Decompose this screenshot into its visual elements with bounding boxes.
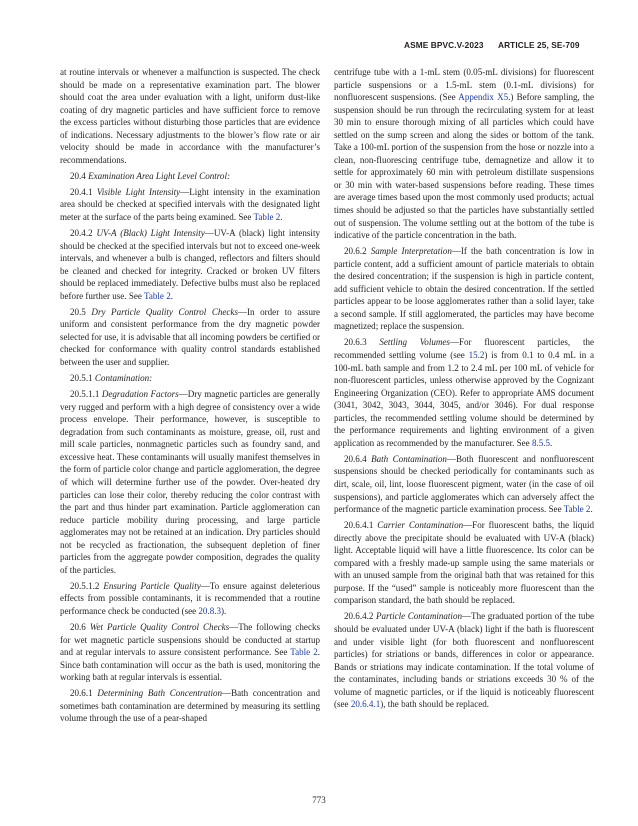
section-heading-text: Particle Contamination [375, 611, 462, 622]
body-text: 20.4 [70, 170, 89, 181]
paragraph [60, 372, 320, 385]
body-text: —The graduated portion of the tube should be evaluated under UV-A (black) light if the bath is fluorescent and under visible light (for both fluorescent and nonfluorescent particles) for striations or bands, differences in color or appearance. Bands or striations may indicate contamination. If the total volume of the contaminates, including bands or striations exceeds 30 % of the volume of magnetic particles, or if the liquid is noticeably fluorescent (see [334, 611, 594, 710]
body-text: 20.6.3 [344, 337, 380, 348]
body-text: . Since bath contamination will occur as the bath is used, monitoring the working bath at regular intervals is essential. [60, 647, 320, 683]
body-text: 20.6.4 [344, 453, 372, 464]
body-text: . [590, 504, 593, 515]
paragraph [60, 388, 320, 576]
body-text: .) Before sampling, the suspension should be run through the recirculating system for at least 30 min to ensure thorough mixing of all particles which could have settled on the sump screen and along the sides or bottom of the tank. Take a 100-mL portion of the suspension from the hose or nozzle into a clean, non-fluorescing centrifuge tube, demagnetize and allow it to settle for approximately 60 min with petroleum distillate suspensions or 30 min with water-based suspensions before reading. These times are average times based upon the most commonly used products; actual times should be adjusted so that the particles have substantially settled out of suspension. The volume settling out at the bottom of the tube is indicative of the particle concentration in the bath. [334, 92, 594, 241]
section-heading-text: Bath Contamination [371, 453, 447, 464]
section-heading-text: Ensuring Particle Quality [103, 580, 201, 591]
paragraph [334, 336, 594, 449]
paragraph [334, 453, 594, 516]
body-text: —The following checks for wet magnetic particle suspensions should be conducted at startup and at regular intervals to assure consistent performance. See [60, 621, 321, 658]
body-text: —UV-A (black) light intensity should be checked at the specified intervals but not to exceed one-week intervals, and whenever a bulb is changed, reflectors and filters should be cleaned and checked for integrity. Cracked or broken UV filters should be replaced immediately. Defective bulbs must also be replaced before further use. See [60, 228, 320, 301]
cross-reference-link[interactable]: Appendix X5 [458, 92, 509, 103]
body-text: —Light intensity in the examination area should be checked at specified intervals with the designated light meter at the surface of the parts being examined. See [60, 186, 320, 223]
body-text: —To ensure against deleterious effects from possible contaminants, it is recommended that a routine performance check be conducted (see [60, 580, 320, 616]
body-text: ) is from 0.1 to 0.4 mL in a 100-mL bath sample and from 1.2 to 2.4 mL per 100 mL of vehicle for non-fluorescent particles, unless otherwise approved by the Cognizant Engineering Organization (CEO). Refer to appropriate AMS document (3041, 3042, 3043, 3044, 3045, and/or 3046). For dual response particles, the recommended settling volume should be determined by the performance requirements and lighting environment of a given application as recommended by the manufacturer. See [334, 350, 594, 448]
article-designation: ARTICLE 25, SE-709 [498, 40, 580, 50]
cross-reference-link[interactable]: 20.8.3 [198, 605, 222, 616]
body-text: centrifuge tube with a 1-mL stem (0.05-mL divisions) for fluorescent particle suspensions or a 1.5-mL stem (0.1-mL divisions) for nonfluorescent suspensions. (See [334, 67, 594, 103]
cross-reference-link[interactable]: Table 2 [563, 504, 591, 515]
body-text: 20.5.1.1 [70, 389, 102, 400]
cross-reference-link[interactable]: Table 2 [143, 290, 171, 301]
paragraph [334, 519, 594, 607]
paragraph [334, 66, 594, 242]
body-text: ). [221, 605, 227, 616]
body-text: —Bath concentration and sometimes bath contamination are determined by measuring its settling volume through the use of a pear-shaped [60, 688, 320, 724]
standard-designation: ASME BPVC.V-2023 [404, 40, 484, 50]
cross-reference-link[interactable]: 20.6.4.1 [350, 699, 381, 710]
section-heading-text: Wet Particle Quality Control Checks [89, 621, 230, 632]
body-text: 20.5 [70, 306, 92, 317]
body-text: . [550, 437, 553, 448]
section-heading-text: UV-A (Black) Light Intensity [96, 228, 205, 239]
cross-reference-link[interactable]: 8.5.5 [531, 437, 551, 448]
body-text: 20.5.1.2 [70, 580, 104, 591]
body-text: 20.4.2 [70, 228, 97, 239]
body-text: —Both fluorescent and nonfluorescent suspensions should be checked periodically for contaminants such as dirt, scale, oil, lint, loose fluorescent pigment, water (in the case of oil suspensions), and particle agglomerates which can adversely affect the performance of the magnetic particle examination process. See [334, 453, 594, 515]
body-text: 20.6.4.2 [344, 611, 376, 622]
body-text: 20.5.1 [70, 373, 95, 384]
section-heading-text: Settling Volumes [379, 337, 450, 348]
section-heading-text: Degradation Factors [101, 389, 179, 400]
section-heading-text: Sample Interpretation [370, 246, 452, 257]
paragraph [60, 621, 320, 684]
body-text: ), the bath should be replaced. [380, 699, 490, 710]
section-heading-text: Determining Bath Concentration [97, 688, 223, 699]
body-text: 20.6.4.1 [344, 520, 378, 531]
body-text: —In order to assure uniform and consistent performance from the dry magnetic powder selected for use, it is advisable that all incoming powders be certified or checked for conformance with quality control standards established between the user and supplier. [60, 306, 321, 368]
paragraph [60, 580, 320, 618]
left-text-column [60, 66, 320, 728]
running-header [0, 40, 638, 54]
body-text: —For fluorescent particles, the recommended settling volume (see [334, 337, 594, 361]
body-text: —For fluorescent baths, the liquid directly above the precipitate should be evaluated with UV-A (black) light. Acceptable liquid will have a little fluorescence. Its color can be compared with a freshly made-up sample using the same materials or with an unused sample from the original bath that was retained for this purpose. If the “used” sample is noticeably more fluorescent than the comparison standard, the bath should be replaced. [334, 520, 594, 606]
paragraph [60, 170, 320, 183]
body-text: at routine intervals or whenever a malfunction is suspected. The check should be made on a representative examination part. The blower should coat the area under evaluation with a light, uniform dust-like coating of dry magnetic particles and have sufficient force to remove the excess particles without disturbing those particles that are evidence of indications. Necessary adjustments to the blower’s flow rate or air velocity should be made in accordance with the manufacturer’s recommendations. [60, 67, 320, 165]
paragraph [334, 245, 594, 333]
section-heading-text: Examination Area Light Level Control: [88, 170, 230, 181]
cross-reference-link[interactable]: Table 2 [253, 212, 281, 223]
paragraph [60, 227, 320, 302]
body-text: 20.6.2 [344, 246, 371, 257]
body-text: . [280, 212, 283, 223]
body-text: 20.6.1 [70, 688, 98, 699]
section-heading-text: Contamination: [94, 373, 153, 384]
body-text: 20.6 [70, 621, 90, 632]
paragraph [334, 610, 594, 710]
paragraph [60, 186, 320, 224]
paragraph [60, 306, 320, 369]
body-text: —If the bath concentration is low in particle content, add a sufficient amount of particle materials to obtain the desired concentration; if the suspension is high in particle content, add sufficient vehicle to obtain the desired concentration. If the settled particles appear to be loose agglomerates rather than a solid layer, take a second sample. If still agglomerated, the particles may have become magnetized; replace the suspension. [334, 246, 594, 332]
body-text: 20.4.1 [70, 186, 97, 197]
body-text: . [170, 290, 173, 301]
section-heading-text: Carrier Contamination [377, 520, 464, 531]
section-heading-text: Visible Light Intensity [96, 186, 181, 197]
page-number: 773 [312, 795, 326, 805]
right-text-column [334, 66, 594, 714]
section-heading-text: Dry Particle Quality Control Checks [91, 306, 238, 317]
cross-reference-link[interactable]: Table 2 [290, 647, 318, 658]
paragraph [60, 687, 320, 725]
paragraph [60, 66, 320, 166]
body-text: —Dry magnetic particles are generally very rugged and perform with a high degree of consistency over a wide process envelope. Their performance, however, is susceptible to degradation from such contaminants as moisture, grease, oil, rust and mill scale particles, nonmagnetic particles such as foundry sand, and excessive heat. These contaminants will usually manifest themselves in the form of particle color change and particle agglomeration, the degree of which will determine further use of the powder. Over-heated dry particles can lose their color, thereby reducing the color contrast with the part and thus hinder part examination. Particle agglomeration can reduce particle mobility during processing, and large particle agglomerates may not be retained at an indication. Dry particles should not be recycled as fractionation, the subsequent depletion of finer particles from the aggregate powder composition, degrades the quality of the particles. [60, 389, 320, 575]
cross-reference-link[interactable]: 15.2 [468, 350, 485, 361]
